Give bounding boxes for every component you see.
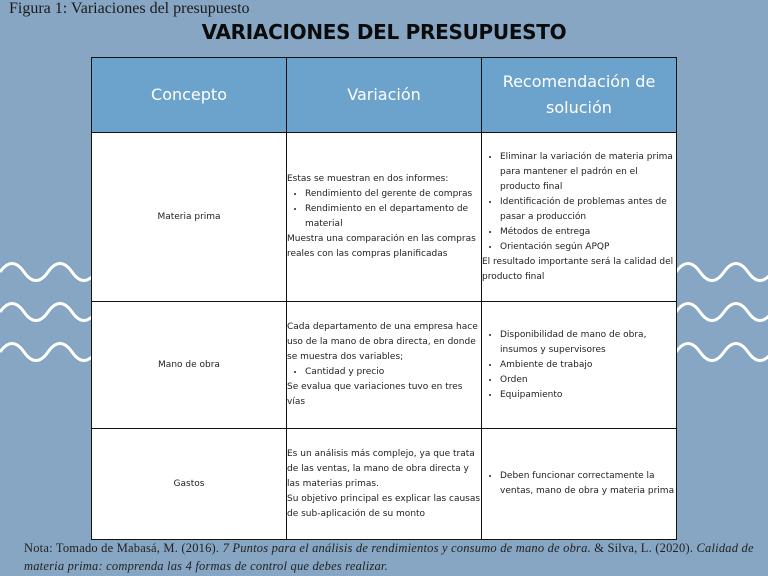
decorative-waves-left: [0, 250, 96, 380]
variation-intro: Estas se muestran en dos informes:: [287, 174, 449, 184]
header-recommendation: Recomendación de solución: [482, 58, 677, 133]
list-item: • Identificación de problemas antes de pasar a producción: [500, 195, 676, 225]
recommendation-cell: [482, 302, 677, 429]
variation-cell: [287, 429, 482, 540]
variation-intro: Cada departamento de una empresa hace uso de la mano de obra directa, en donde se muestra dos variables;: [287, 322, 478, 362]
header-concept: Concepto: [92, 58, 287, 133]
variation-list: [287, 187, 481, 232]
variation-outro: Muestra una comparación en las compras reales con las compras planificadas: [287, 234, 476, 259]
list-item: • Métodos de entrega: [500, 225, 676, 240]
concept-cell: Materia prima: [92, 133, 287, 302]
variation-cell: [287, 302, 482, 429]
recommendation-cell: [482, 429, 677, 540]
list-item: • Equipamiento: [500, 388, 676, 403]
recommendation-outro: El resultado importante será la calidad del producto final: [482, 256, 674, 282]
source-note: [24, 539, 754, 575]
budget-variations-table: [91, 57, 677, 540]
list-item: • Rendimiento del gerente de compras: [305, 187, 481, 202]
recommendation-cell: [482, 133, 677, 302]
recommendation-list: [482, 150, 676, 255]
concept-cell: Mano de obra: [92, 302, 287, 429]
table-row: [92, 302, 677, 429]
variation-cell: [287, 133, 482, 302]
list-item: • Orden: [500, 373, 676, 388]
recommendation-list: [482, 328, 676, 403]
list-item: • Rendimiento en el departamento de material: [305, 202, 481, 232]
header-variation: Variación: [287, 58, 482, 133]
note-prefix: Nota: Tomado de Mabasá, M. (2016).: [24, 541, 223, 555]
list-item: • Cantidad y precio: [305, 365, 481, 380]
note-title-1: 7 Puntos para el análisis de rendimientos y consumo de mano de obra.: [222, 541, 591, 555]
figure-caption: Figura 1: Variaciones del presupuesto: [9, 0, 250, 17]
decorative-waves-right: [676, 250, 768, 380]
variation-list: [287, 365, 481, 380]
table-row: [92, 133, 677, 302]
note-title-2: Calidad de materia prima: comprenda las 4 formas de control que debes realizar.: [24, 541, 754, 573]
list-item: • Eliminar la variación de materia prima para mantener el padrón en el producto final: [500, 150, 676, 195]
recommendation-list: [482, 469, 676, 499]
table-header-row: [92, 58, 677, 133]
variation-intro: Es un análisis más complejo, ya que trata de las ventas, la mano de obra directa y las materias primas.: [287, 448, 475, 489]
concept-cell: Gastos: [92, 429, 287, 540]
table-row: [92, 429, 677, 540]
note-middle: & Silva, L. (2020).: [590, 541, 697, 555]
variation-outro: Se evalua que variaciones tuvo en tres vías: [287, 382, 463, 407]
list-item: • Disponibilidad de mano de obra, insumos y supervisores: [500, 328, 676, 358]
page-title: VARIACIONES DEL PRESUPUESTO: [201, 20, 567, 44]
variation-outro: Su objetivo principal es explicar las causas de sub-aplicación de su monto: [287, 493, 481, 519]
list-item: • Orientación según APQP: [500, 240, 676, 255]
list-item: • Ambiente de trabajo: [500, 358, 676, 373]
list-item: • Deben funcionar correctamente la ventas, mano de obra y materia prima: [500, 469, 676, 499]
